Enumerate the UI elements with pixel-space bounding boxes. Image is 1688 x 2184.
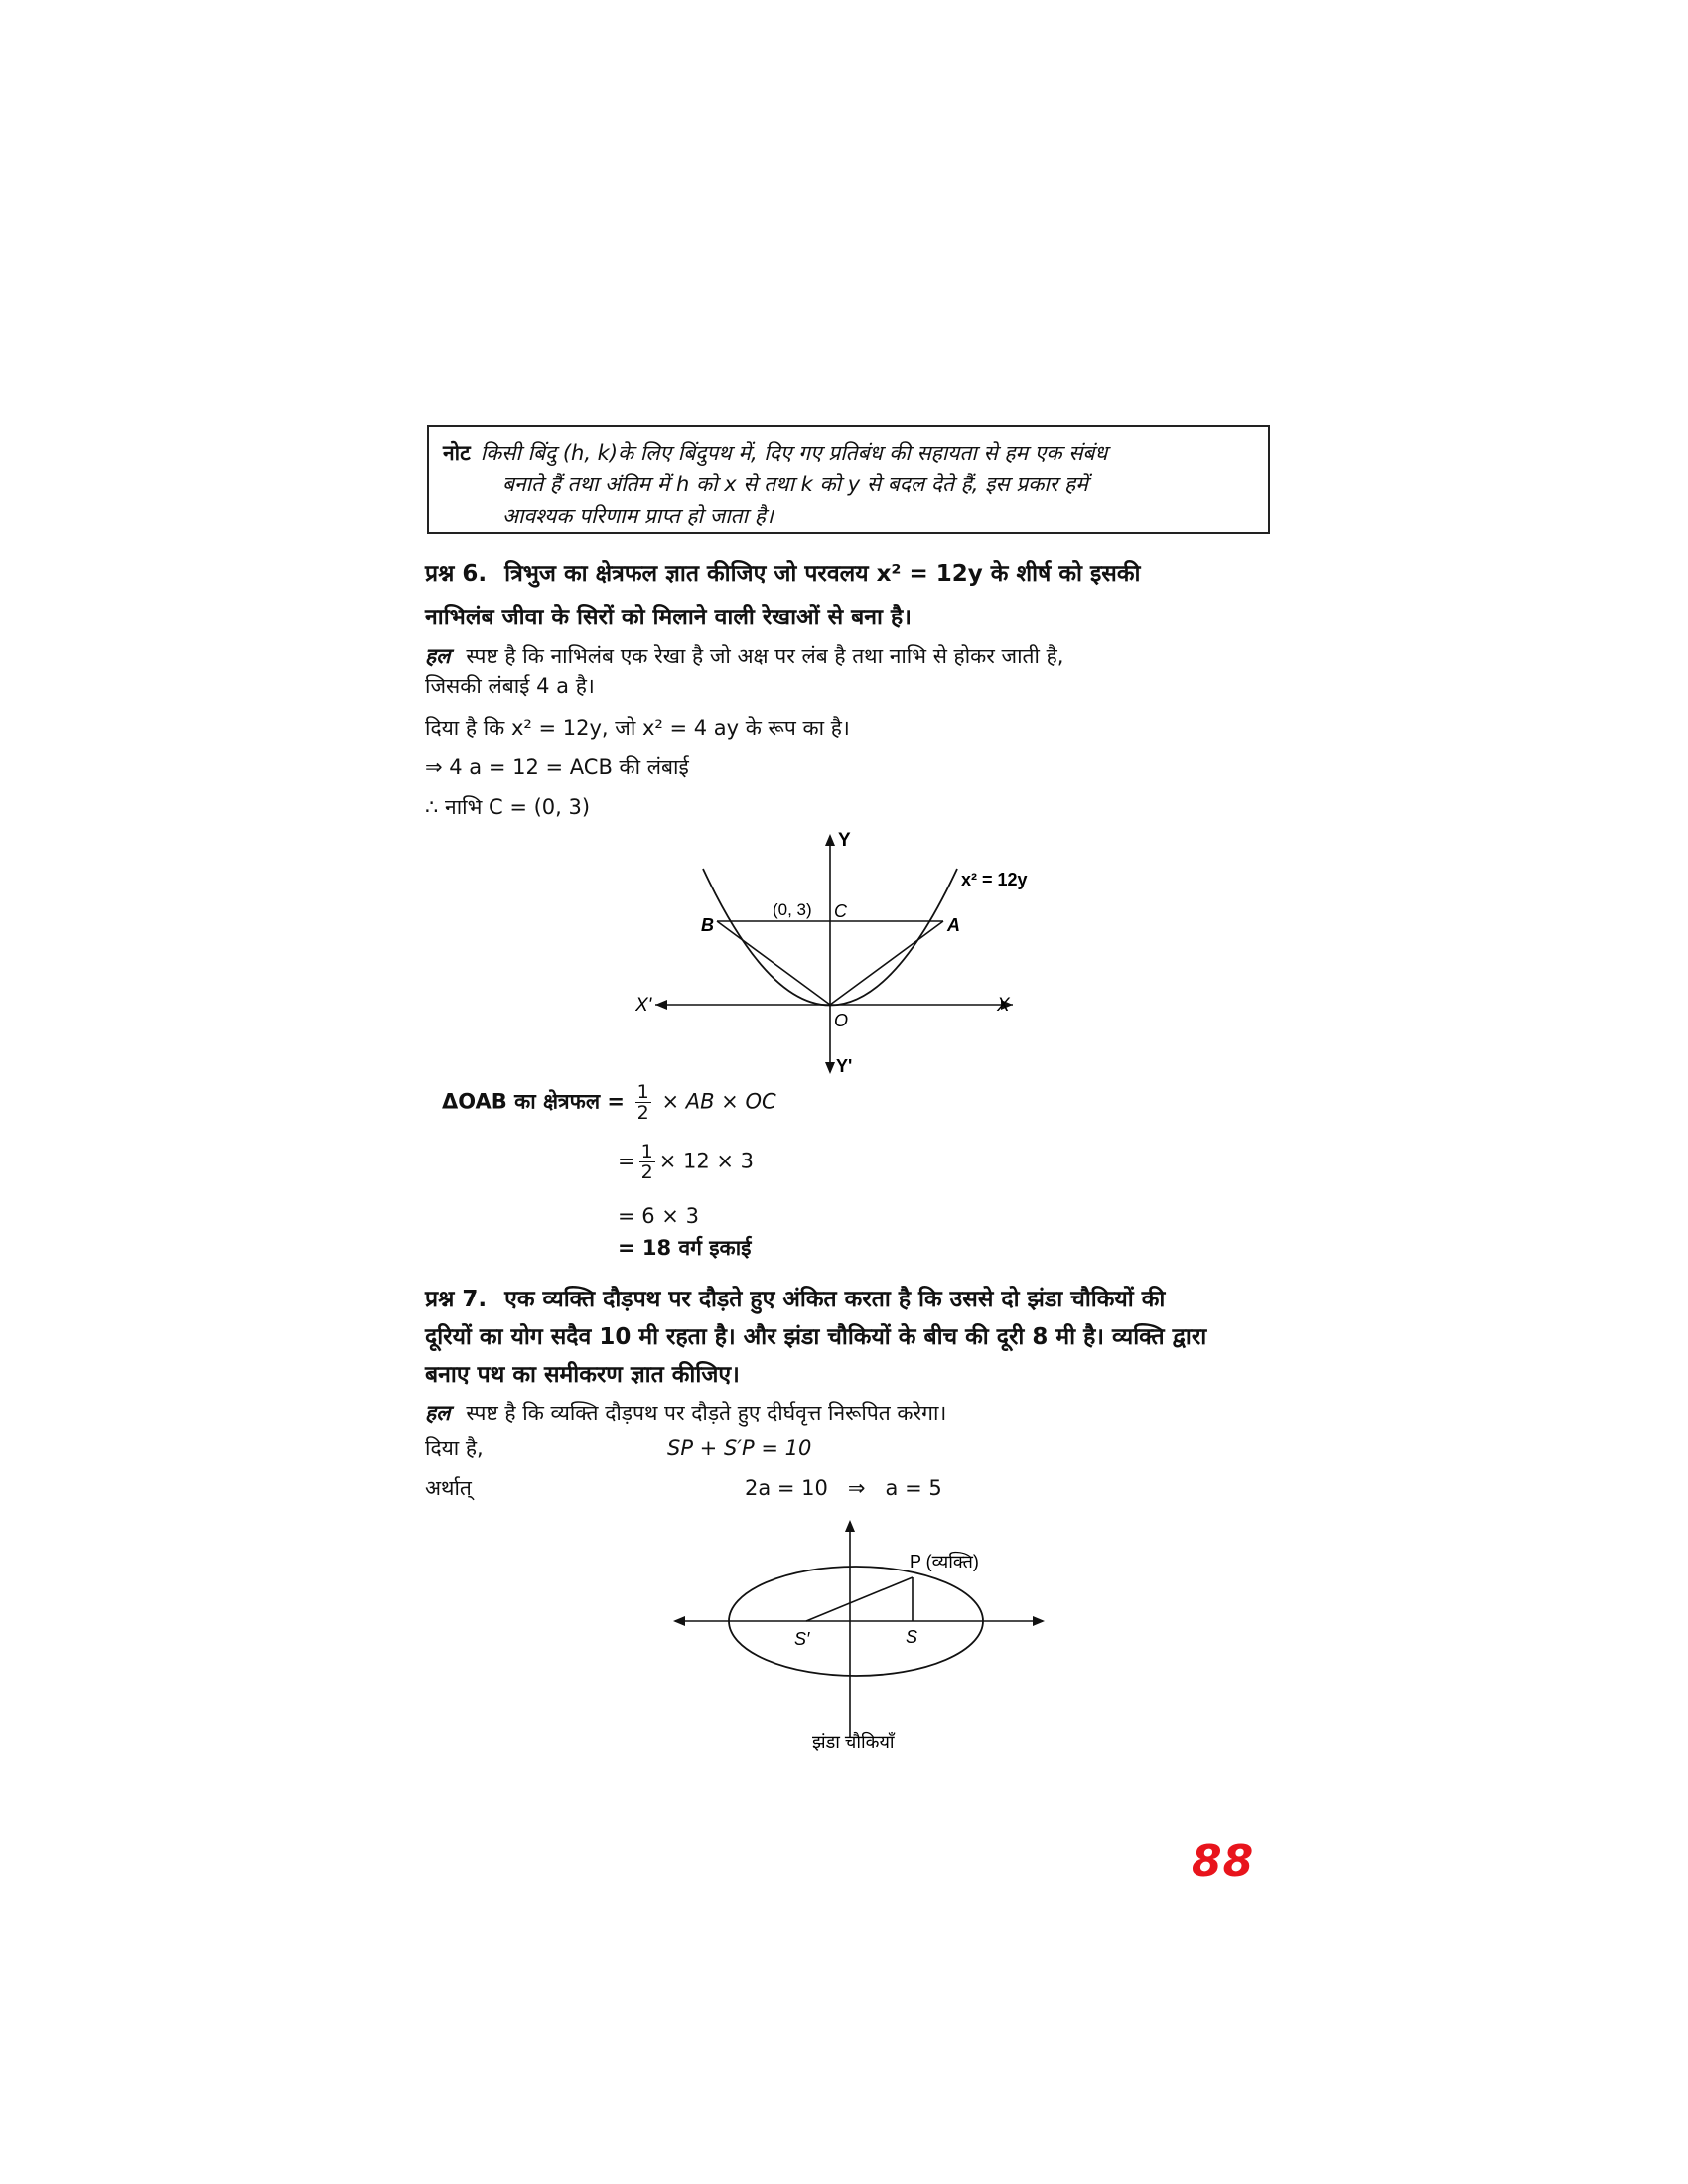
solution-7-label: हल (425, 1401, 451, 1425)
point-p-label: P (व्यक्ति) (910, 1552, 979, 1571)
note-line-2: बनाते हैं तथा अंतिम में h को x से तथा k को y से बदल देते हैं, इस प्रकार हमें (502, 473, 1088, 496)
solution-6-line-2: जिसकी लंबाई 4 a है। (425, 674, 595, 698)
x-axis-label: X (997, 995, 1010, 1016)
area-line-2 (618, 1142, 754, 1182)
focus-s-label: S (906, 1627, 918, 1647)
solution-7 (425, 1398, 1279, 1428)
solution-7-given-label: दिया है, (425, 1436, 484, 1460)
y-neg-label: Y' (836, 1056, 853, 1076)
note-line-1: किसी बिंदु (h, k)के लिए बिंदुपथ में, दिए गए प्रतिबंध की सहायता से हम एक संबंध (480, 441, 1108, 465)
solution-6 (425, 641, 1279, 701)
question-7 (425, 1281, 1289, 1394)
question-7-number: प्रश्न 7. (425, 1287, 488, 1312)
ellipse-figure (665, 1514, 1062, 1772)
curve-label: x² = 12y (961, 870, 1028, 889)
c-coordinate-label: (0, 3) (773, 900, 812, 919)
x-neg-label: X' (635, 995, 652, 1016)
solution-7-given-eq: SP + S′P = 10 (667, 1436, 812, 1460)
question-7-line-2: दूरियों का योग सदैव 10 मी रहता है। और झंडा चौकियों के बीच की दूरी 8 मी है। व्यक्ति द्वारा (425, 1324, 1207, 1350)
area-expression-2: × 12 × 3 (658, 1149, 755, 1173)
point-a-label: A (947, 915, 960, 935)
point-o-label: O (834, 1011, 849, 1030)
note-box (427, 425, 1270, 534)
point-b-label: B (701, 915, 714, 935)
note-line-3: आवश्यक परिणाम प्राप्त हो जाता है। (502, 504, 774, 528)
y-axis-label: Y (838, 830, 851, 851)
note-label: नोट (443, 441, 471, 465)
question-6-number: प्रश्न 6. (425, 561, 488, 587)
area-line-4: = 18 वर्ग इकाई (618, 1236, 752, 1260)
fraction-half-2: $\frac{1}{2}$ (640, 1141, 653, 1183)
question-6-line-2: नाभिलंब जीवा के सिरों को मिलाने वाली रेखाओं से बना है। (425, 605, 912, 630)
solution-7-ie-label: अर्थात् (425, 1476, 472, 1500)
solution-6-label: हल (425, 644, 451, 668)
fraction-half: $\frac{1}{2}$ (636, 1081, 649, 1124)
question-7-line-1: एक व्यक्ति दौड़पथ पर दौड़ते हुए अंकित करता है कि उससे दो झंडा चौकियों की (504, 1287, 1166, 1312)
solution-7-line-1: स्पष्ट है कि व्यक्ति दौड़पथ पर दौड़ते हुए दीर्घवृत्त निरूपित करेगा। (466, 1401, 947, 1425)
area-expression-1: × AB × OC (661, 1089, 776, 1114)
question-6 (425, 552, 1279, 639)
point-c-label: C (834, 901, 847, 921)
focus-s-prime-label: S′ (794, 1629, 810, 1649)
solution-6-line-1: स्पष्ट है कि नाभिलंब एक रेखा है जो अक्ष पर लंब है तथा नाभि से होकर जाती है, (466, 644, 1064, 668)
solution-6-given: दिया है कि x² = 12y, जो x² = 4 ay के रूप का है। (425, 716, 850, 740)
question-6-line-1: त्रिभुज का क्षेत्रफल ज्ञात कीजिए जो परवलय x² = 12y के शीर्ष को इसकी (504, 561, 1141, 587)
parabola-figure (635, 824, 1053, 1082)
area-label: ΔOAB का क्षेत्रफल = (442, 1089, 625, 1114)
solution-6-focus: ∴ नाभि C = (0, 3) (425, 795, 591, 819)
area-line-3: = 6 × 3 (618, 1204, 699, 1228)
question-7-line-3: बनाए पथ का समीकरण ज्ञात कीजिए। (425, 1362, 740, 1388)
area-line-2-eq: = (618, 1149, 635, 1173)
flag-posts-caption: झंडा चौकियाँ (812, 1732, 895, 1752)
solution-6-implies: ⇒ 4 a = 12 = ACB की लंबाई (425, 755, 689, 779)
solution-7-ie-eq: 2a = 10 ⇒ a = 5 (745, 1476, 942, 1500)
page-number: 88 (1192, 1837, 1255, 1887)
area-line-1 (442, 1082, 776, 1123)
